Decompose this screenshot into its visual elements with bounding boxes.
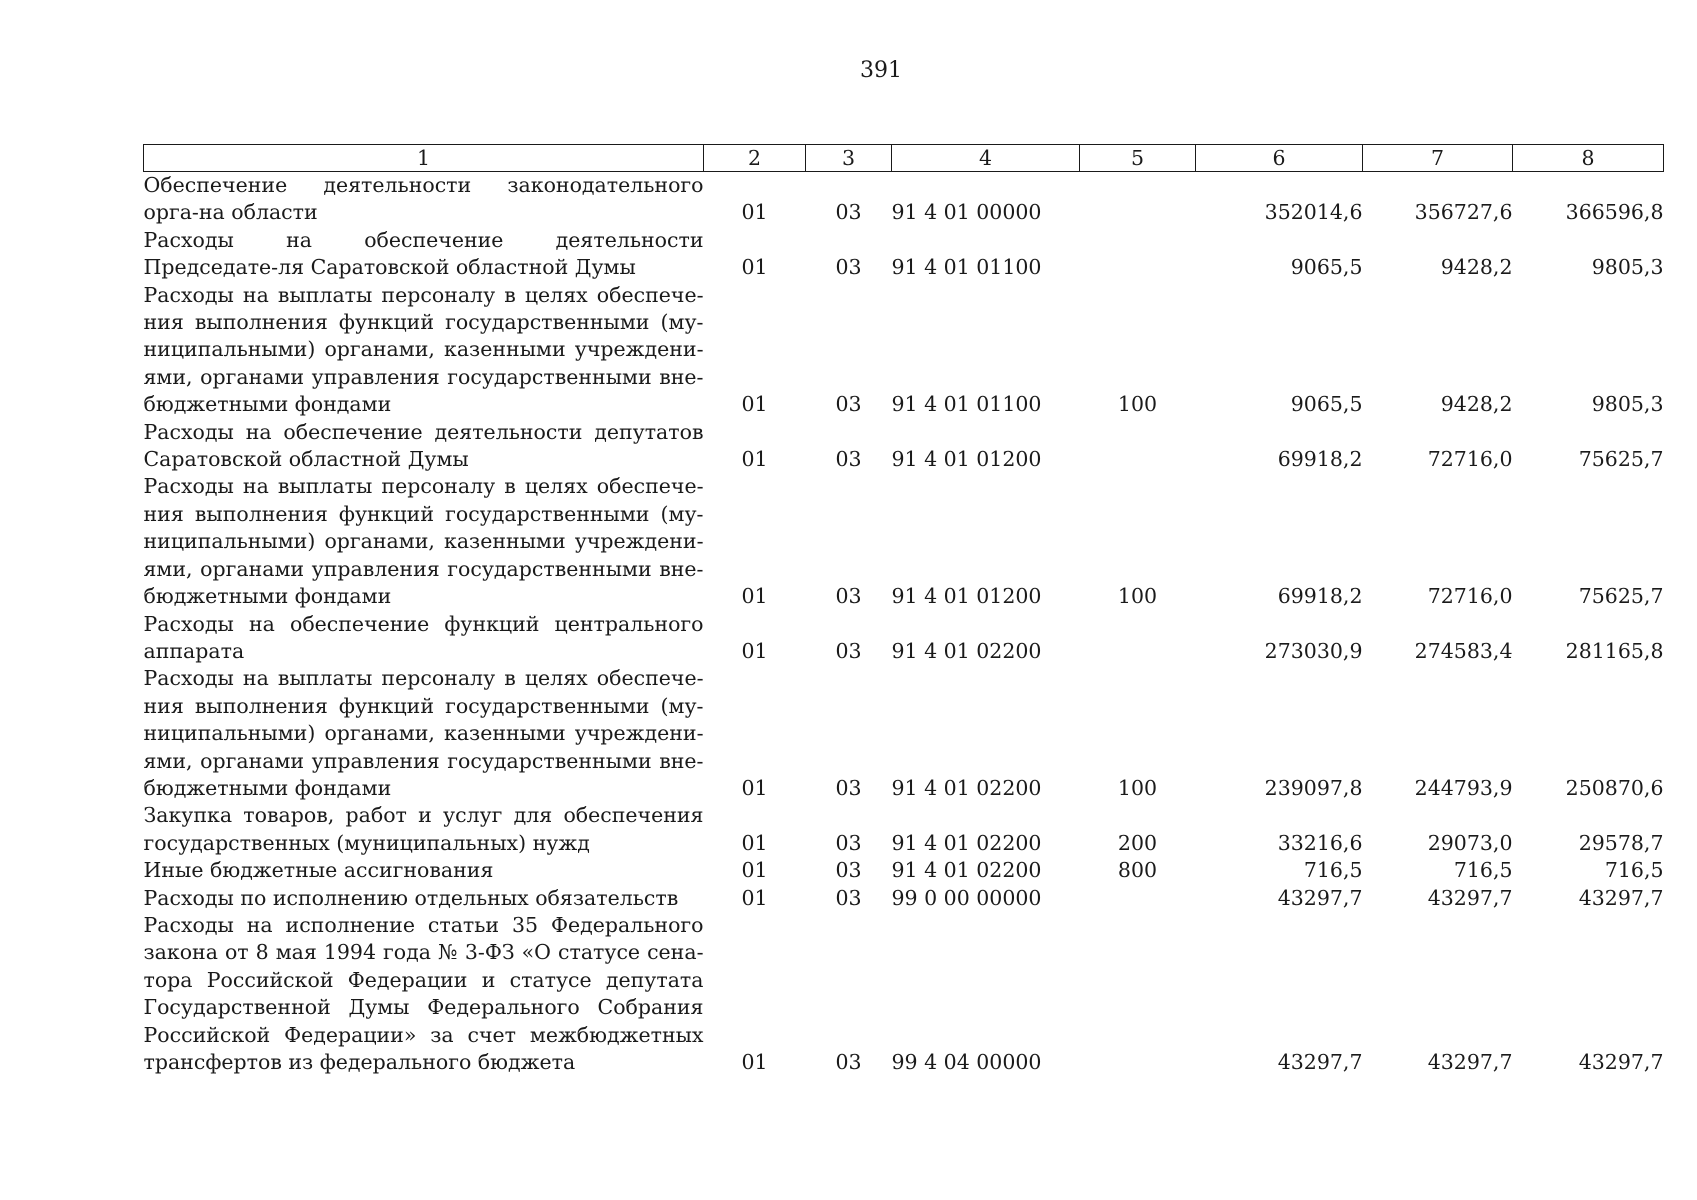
amount-col-8: 716,5 [1604, 858, 1664, 883]
expense-name: Расходы на обеспечение функций центрального аппарата [143, 611, 704, 663]
column-header: 7 [1363, 145, 1513, 172]
amount-col-8: 366596,8 [1565, 200, 1664, 225]
column-header: 5 [1080, 145, 1196, 172]
section-code: 01 [741, 885, 768, 910]
section-code: 01 [741, 447, 768, 472]
amount-col-6: 43297,7 [1277, 1050, 1363, 1074]
column-header: 8 [1513, 145, 1664, 172]
table-row [144, 611, 1664, 666]
expense-name: Закупка товаров, работ и услуг для обеспечения государственных (муниципальных) нужд [143, 803, 704, 855]
column-header: 2 [704, 145, 806, 172]
expense-type-code: 100 [1117, 775, 1158, 800]
expense-type-code: 800 [1117, 858, 1158, 883]
subsection-code: 03 [835, 584, 862, 609]
table-row [144, 857, 1664, 884]
subsection-code: 03 [835, 1050, 862, 1074]
amount-col-6: 69918,2 [1277, 584, 1363, 609]
amount-col-8: 250870,6 [1565, 775, 1664, 800]
target-article-code: 91 4 01 02200 [891, 775, 1042, 800]
section-code: 01 [741, 392, 768, 417]
subsection-code: 03 [835, 858, 862, 883]
section-code: 01 [741, 830, 768, 855]
target-article-code: 91 4 01 02200 [891, 830, 1042, 855]
expense-type-code [1080, 419, 1196, 474]
table-row [144, 282, 1664, 419]
expense-type-code: 100 [1117, 584, 1158, 609]
subsection-code: 03 [835, 255, 862, 280]
table-row [144, 912, 1664, 1076]
target-article-code: 91 4 01 01200 [891, 447, 1042, 472]
target-article-code: 91 4 01 01100 [891, 255, 1042, 280]
expense-name: Расходы на выплаты персоналу в целях обеспече-ния выполнения функций государственными (му-ниципальными) органами, казенными учреждени-ями, органами управления государственными вне-бюджетными фондами [143, 282, 704, 417]
amount-col-7: 716,5 [1453, 858, 1513, 883]
expense-name: Расходы на обеспечение деятельности Председате-ля Саратовской областной Думы [143, 227, 704, 280]
table-row [144, 473, 1664, 610]
amount-col-8: 75625,7 [1578, 584, 1664, 609]
table-row [144, 665, 1664, 802]
expense-name: Расходы на исполнение статьи 35 Федерального закона от 8 мая 1994 года № 3-ФЗ «О статусе сена-тора Российской Федерации и статусе депутата Государственной Думы Федерального Собрания Российской Федерации» за счет межбюджетных трансфертов из федерального бюджета [143, 912, 704, 1074]
expense-type-code [1080, 611, 1196, 666]
expense-type-code [1080, 912, 1196, 1076]
table-row [144, 227, 1664, 282]
subsection-code: 03 [835, 638, 862, 663]
amount-col-6: 33216,6 [1277, 830, 1363, 855]
section-code: 01 [741, 775, 768, 800]
amount-col-7: 9428,2 [1440, 392, 1513, 417]
section-code: 01 [741, 584, 768, 609]
amount-col-6: 273030,9 [1264, 638, 1363, 663]
expense-name: Расходы на выплаты персоналу в целях обеспече-ния выполнения функций государственными (му-ниципальными) органами, казенными учреждени-ями, органами управления государственными вне-бюджетными фондами [143, 666, 704, 800]
amount-col-7: 43297,7 [1427, 1050, 1513, 1074]
amount-col-7: 43297,7 [1427, 885, 1513, 910]
table-row [144, 172, 1664, 227]
expense-name: Обеспечение деятельности законодательного орга-на области [143, 173, 704, 225]
target-article-code: 91 4 01 00000 [891, 200, 1042, 225]
expense-type-code [1080, 227, 1196, 282]
amount-col-7: 72716,0 [1427, 447, 1513, 472]
table-row [144, 419, 1664, 474]
subsection-code: 03 [835, 200, 862, 225]
amount-col-8: 29578,7 [1578, 830, 1664, 855]
subsection-code: 03 [835, 885, 862, 910]
amount-col-6: 69918,2 [1277, 447, 1363, 472]
column-header: 4 [892, 145, 1080, 172]
target-article-code: 91 4 01 02200 [891, 858, 1042, 883]
target-article-code: 91 4 01 01200 [891, 584, 1042, 609]
section-code: 01 [741, 255, 768, 280]
amount-col-6: 43297,7 [1277, 885, 1363, 910]
subsection-code: 03 [835, 447, 862, 472]
amount-col-8: 281165,8 [1565, 638, 1664, 663]
amount-col-8: 9805,3 [1591, 255, 1664, 280]
table-row [144, 802, 1664, 857]
amount-col-7: 29073,0 [1427, 830, 1513, 855]
section-code: 01 [741, 1050, 768, 1074]
amount-col-6: 716,5 [1303, 858, 1363, 883]
subsection-code: 03 [835, 392, 862, 417]
amount-col-6: 9065,5 [1290, 392, 1363, 417]
subsection-code: 03 [835, 775, 862, 800]
table-row [144, 885, 1664, 912]
expense-name: Иные бюджетные ассигнования [143, 858, 494, 883]
expense-name: Расходы по исполнению отдельных обязательств [143, 885, 679, 910]
amount-col-6: 9065,5 [1290, 255, 1363, 280]
amount-col-7: 244793,9 [1414, 775, 1513, 800]
amount-col-7: 356727,6 [1414, 200, 1513, 225]
expense-name: Расходы на выплаты персоналу в целях обеспече-ния выполнения функций государственными (му-ниципальными) органами, казенными учреждени-ями, органами управления государственными вне-бюджетными фондами [143, 474, 704, 609]
amount-col-6: 239097,8 [1264, 775, 1363, 800]
amount-col-6: 352014,6 [1264, 200, 1363, 225]
expense-type-code [1080, 172, 1196, 227]
expense-type-code: 100 [1117, 392, 1158, 417]
expense-type-code: 200 [1117, 830, 1158, 855]
subsection-code: 03 [835, 830, 862, 855]
amount-col-8: 43297,7 [1578, 885, 1664, 910]
column-header: 3 [806, 145, 892, 172]
amount-col-7: 9428,2 [1440, 255, 1513, 280]
column-header: 6 [1196, 145, 1363, 172]
budget-table [143, 144, 1664, 1076]
column-number-row [144, 145, 1664, 172]
target-article-code: 91 4 01 02200 [891, 638, 1042, 663]
expense-type-code [1080, 885, 1196, 912]
section-code: 01 [741, 858, 768, 883]
target-article-code: 99 4 04 00000 [891, 1050, 1042, 1074]
column-header: 1 [144, 145, 704, 172]
amount-col-8: 43297,7 [1578, 1050, 1664, 1074]
amount-col-8: 9805,3 [1591, 392, 1664, 417]
section-code: 01 [741, 638, 768, 663]
target-article-code: 91 4 01 01100 [891, 392, 1042, 417]
amount-col-7: 72716,0 [1427, 584, 1513, 609]
section-code: 01 [741, 200, 768, 225]
amount-col-8: 75625,7 [1578, 447, 1664, 472]
target-article-code: 99 0 00 00000 [891, 885, 1042, 910]
amount-col-7: 274583,4 [1414, 638, 1513, 663]
page-number: 391 [860, 58, 902, 83]
expense-name: Расходы на обеспечение деятельности депутатов Саратовской областной Думы [143, 419, 704, 472]
